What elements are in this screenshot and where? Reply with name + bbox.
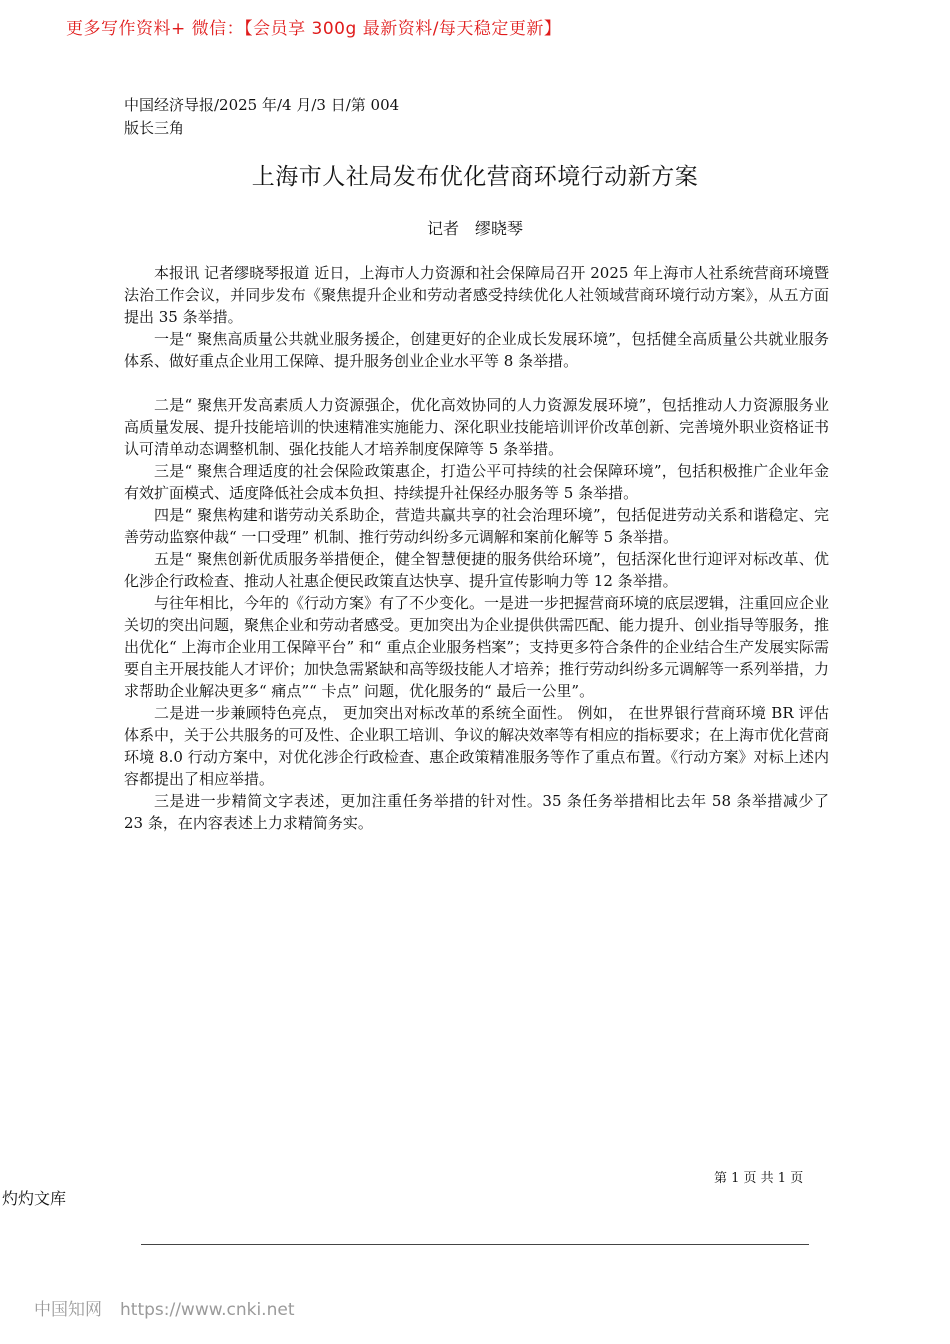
source-line: 中国经济导报/2025 年/4 月/3 日/第 004 <box>124 96 400 114</box>
page-number: 第 1 页 共 1 页 <box>714 1171 804 1186</box>
watermark-url: https://www.cnki.net <box>120 1300 295 1320</box>
footer-brand: 灼灼文库 <box>2 1189 67 1208</box>
paragraph-point-3: 三是“ 聚焦合理适度的社会保险政策惠企，打造公平可持续的社会保障环境”，包括积极推广企业年金有效扩面模式、适度降低社会成本负担、持续提升社保经办服务等 5 条举措。 <box>124 462 829 502</box>
footer-divider <box>141 1244 809 1245</box>
article-body <box>124 262 829 834</box>
paragraph-point-2: 二是“ 聚焦开发高素质人力资源强企，优化高效协同的人力资源发展环境”，包括推动人力资源服务业高质量发展、提升技能培训的快速精准实施能力、深化职业技能培训评价改革创新、完善境外职业资格证书认可清单动态调整机制、强化技能人才培养制度保障等 5 条举措。 <box>124 396 830 458</box>
paragraph-point-5: 五是“ 聚焦创新优质服务举措便企，健全智慧便捷的服务供给环境”，包括深化世行迎评对标改革、优化涉企行政检查、推动人社惠企便民政策直达快享、提升宣传影响力等 12 条举措。 <box>124 550 829 590</box>
article-title: 上海市人社局发布优化营商环境行动新方案 <box>251 164 699 190</box>
promo-banner: 更多写作资料+ 微信：【会员享 300g 最新资料/每天稳定更新】 <box>66 19 562 39</box>
paragraph-change-3: 三是进一步精简文字表述，更加注重任务举措的针对性。35 条任务举措相比去年 58 条举措减少了 23 条，在内容表述上力求精简务实。 <box>124 792 829 832</box>
cnki-watermark <box>34 1295 294 1320</box>
paragraph-point-4: 四是“ 聚焦构建和谐劳动关系助企，营造共赢共享的社会治理环境”，包括促进劳动关系和谐稳定、完善劳动监察仲裁“ 一口受理” 机制、推行劳动纠纷多元调解和案前化解等 5 条举措。 <box>124 506 829 546</box>
article-meta <box>124 94 399 140</box>
article-byline: 记者 缪晓琴 <box>426 219 523 238</box>
paragraph-intro: 本报讯 记者缪晓琴报道 近日，上海市人力资源和社会保障局召开 2025 年上海市人社系统营商环境暨法治工作会议，并同步发布《聚焦提升企业和劳动者感受持续优化人社领域营商环境行动方案》，从五方面提出 35 条举措。 <box>124 264 829 326</box>
paragraph-change-2: 二是进一步兼顾特色亮点， 更加突出对标改革的系统全面性。 例如， 在世界银行营商环境 BR 评估体系中，关于公共服务的可及性、企业职工培训、争议的解决效率等有相应的指标要求；在上海市优化营商环境 8.0 行动方案中，对优化涉企行政检查、惠企政策精准服务等作了重点布置。《行动方案》对标上述内容都提出了相应举措。 <box>124 704 830 788</box>
paragraph-change-1: 与往年相比，今年的《行动方案》有了不少变化。一是进一步把握营商环境的底层逻辑，注重回应企业关切的突出问题，聚焦企业和劳动者感受。更加突出为企业提供供需匹配、能力提升、创业指导等服务，推出优化“ 上海市企业用工保障平台” 和“ 重点企业服务档案”；支持更多符合条件的企业结合生产发展实际需要自主开展技能人才评价；加快急需紧缺和高等级技能人才培养；推行劳动纠纷多元调解等一系列举措，力求帮助企业解决更多“ 痛点”“ 卡点” 问题，优化服务的“ 最后一公里”。 <box>124 594 830 700</box>
section-line: 版长三角 <box>124 119 185 137</box>
watermark-name: 中国知网 <box>34 1300 102 1320</box>
paragraph-point-1: 一是“ 聚焦高质量公共就业服务援企，创建更好的企业成长发展环境”，包括健全高质量公共就业服务体系、做好重点企业用工保障、提升服务创业企业水平等 8 条举措。 <box>124 330 829 370</box>
